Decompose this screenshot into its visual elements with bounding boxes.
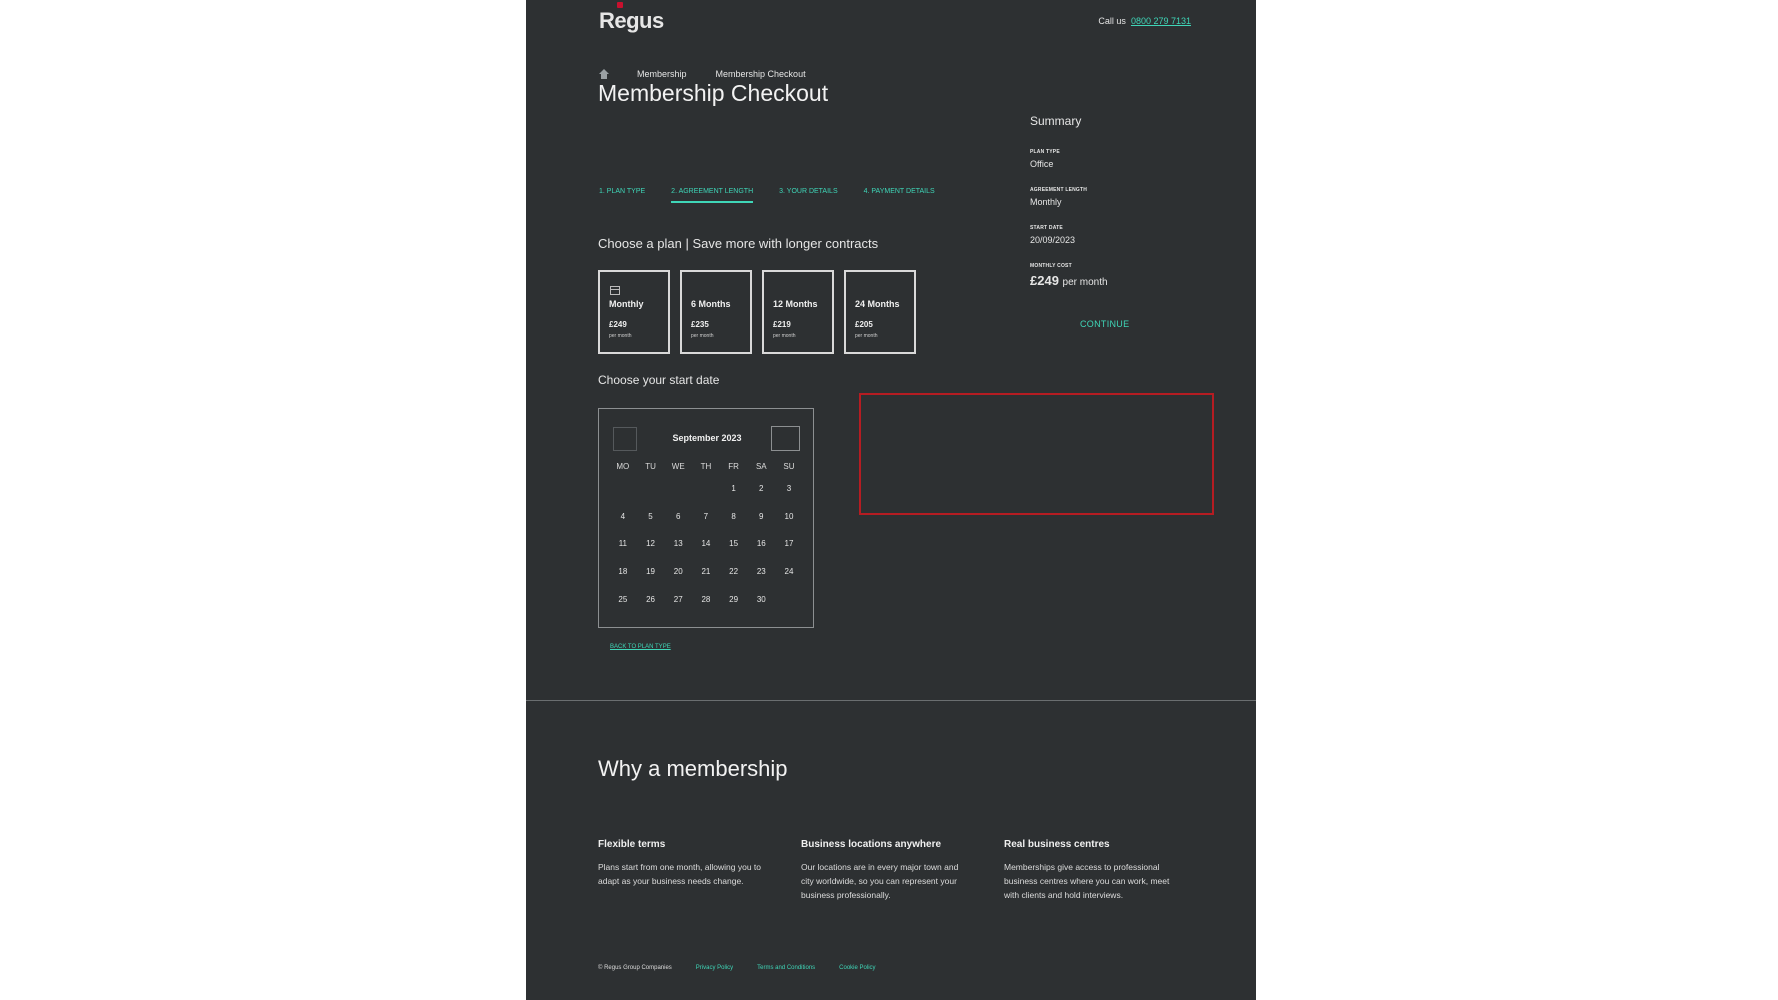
summary-value: 20/09/2023 (1030, 235, 1076, 245)
calendar-day[interactable]: 29 (729, 594, 739, 604)
plan-card-monthly[interactable] (598, 270, 670, 354)
summary-label: PLAN TYPE (1030, 149, 1060, 155)
phone-link[interactable]: 0800 279 7131 (1130, 16, 1191, 26)
start-date-heading: Choose your start date (598, 373, 720, 387)
regus-logo[interactable] (599, 8, 664, 34)
feature-title: Real business centres (1004, 839, 1110, 850)
calendar-day[interactable]: 9 (759, 511, 764, 521)
calendar-month: September 2023 (672, 433, 742, 443)
calendar-day[interactable]: 15 (729, 539, 739, 549)
calendar-day[interactable]: 12 (646, 539, 655, 549)
weekday-label: TH (700, 461, 712, 471)
calendar-day[interactable]: 3 (786, 484, 792, 494)
plan-price: £205 (855, 320, 873, 329)
calendar-week-row (609, 585, 804, 613)
summary-title: Summary (1030, 114, 1082, 128)
weekday-label: SA (755, 461, 767, 471)
plan-per: per month (773, 333, 796, 339)
date-picker (598, 408, 814, 628)
why-membership-title: Why a membership (598, 756, 788, 781)
calendar-day[interactable]: 13 (673, 539, 683, 549)
plan-options (598, 270, 916, 354)
calendar-day[interactable]: 14 (701, 539, 711, 549)
plan-per: per month (609, 333, 632, 339)
logo-text: Regus (599, 8, 664, 33)
feature-real-business-centres (1004, 839, 1174, 902)
summary-cost-value: £249 (1030, 273, 1059, 288)
calendar-day[interactable]: 11 (618, 539, 627, 549)
step-your-details[interactable]: 3. YOUR DETAILS (779, 188, 838, 195)
plan-card-24-months[interactable] (844, 270, 916, 354)
plan-name: 12 Months (773, 299, 818, 309)
back-to-plan-type-link[interactable]: BACK TO PLAN TYPE (610, 644, 671, 650)
calendar-day[interactable]: 2 (759, 484, 764, 494)
plan-price: £249 (609, 320, 627, 329)
calendar-day[interactable]: 24 (784, 567, 794, 577)
plan-heading: Choose a plan | Save more with longer contracts (598, 236, 879, 251)
calendar-day[interactable]: 26 (646, 594, 655, 604)
feature-business-locations (801, 839, 971, 902)
weekday-label: FR (728, 461, 739, 471)
next-month-button[interactable] (771, 426, 800, 451)
plan-price: £219 (773, 320, 791, 329)
checkout-page (526, 0, 1256, 1000)
calendar-grid (609, 457, 804, 613)
feature-text: Memberships give access to professional business centres where you can work, meet with clients and hold interviews. (1004, 862, 1170, 900)
summary-monthly-cost (1030, 263, 1108, 288)
footer-terms-link[interactable]: Terms and Conditions (757, 965, 816, 971)
breadcrumb-membership[interactable]: Membership (637, 69, 687, 79)
calendar-weekday-row (609, 457, 804, 475)
feature-flexible-terms (598, 839, 768, 888)
weekday-label: MO (616, 461, 630, 471)
footer (598, 965, 900, 971)
plan-card-6-months[interactable] (680, 270, 752, 354)
calendar-week-row (609, 475, 804, 503)
weekday-label: SU (783, 461, 795, 471)
summary-cost (1030, 273, 1108, 288)
feature-text: Plans start from one month, allowing you to adapt as your business needs change. (598, 862, 761, 886)
summary-start-date (1030, 225, 1075, 245)
breadcrumb (599, 69, 806, 79)
call-us (1098, 16, 1191, 26)
page-title: Membership Checkout (598, 80, 829, 106)
footer-copyright: © Regus Group Companies (598, 965, 672, 971)
plan-name: 24 Months (855, 299, 900, 309)
summary-cost-suffix: per month (1062, 277, 1108, 288)
calendar-day[interactable]: 22 (729, 567, 739, 577)
calendar-day[interactable]: 7 (703, 511, 709, 521)
summary-value: Monthly (1030, 197, 1062, 207)
step-agreement-length[interactable]: 2. AGREEMENT LENGTH (671, 188, 753, 203)
feature-text: Our locations are in every major town and city worldwide, so you can represent your business professionally. (801, 862, 959, 900)
calendar-week-row (609, 558, 804, 586)
feature-title: Business locations anywhere (801, 839, 942, 850)
plan-name: 6 Months (691, 299, 731, 309)
calendar-day[interactable]: 28 (701, 594, 711, 604)
summary-label: MONTHLY COST (1030, 263, 1072, 269)
feature-title: Flexible terms (598, 839, 666, 850)
summary-label: AGREEMENT LENGTH (1030, 187, 1088, 193)
logo-dot-icon (617, 2, 623, 8)
continue-button[interactable]: CONTINUE (1080, 319, 1130, 329)
calendar-day[interactable]: 1 (731, 484, 736, 494)
calendar-day[interactable]: 16 (756, 539, 766, 549)
calendar-day[interactable]: 25 (618, 594, 628, 604)
summary-value: Office (1030, 159, 1054, 169)
calendar-day[interactable]: 8 (731, 511, 736, 521)
calendar-day[interactable]: 10 (784, 511, 794, 521)
alert-message-box (859, 393, 1214, 515)
plan-per: per month (691, 333, 714, 339)
calendar-day[interactable]: 5 (648, 511, 653, 521)
plan-card-12-months[interactable] (762, 270, 834, 354)
calendar-day[interactable]: 17 (784, 539, 794, 549)
weekday-label: TU (645, 461, 656, 471)
calendar-week-row (609, 530, 804, 558)
calendar-day[interactable]: 21 (701, 567, 711, 577)
plan-price: £235 (691, 320, 709, 329)
calendar-day[interactable]: 6 (675, 511, 681, 521)
summary-plan-type (1030, 149, 1060, 169)
step-payment-details[interactable]: 4. PAYMENT DETAILS (863, 188, 935, 195)
plan-name: Monthly (609, 299, 644, 309)
calendar-week-row (609, 503, 804, 531)
home-icon[interactable] (599, 69, 609, 79)
summary-agreement-length (1030, 187, 1087, 207)
footer-privacy-link[interactable]: Privacy Policy (695, 965, 734, 971)
calendar-day[interactable]: 19 (646, 567, 655, 577)
calendar-icon (610, 286, 620, 295)
breadcrumb-checkout: Membership Checkout (715, 69, 806, 79)
footer-cookie-link[interactable]: Cookie Policy (839, 965, 876, 971)
section-divider (526, 700, 1256, 701)
calendar-day[interactable]: 4 (620, 511, 626, 521)
checkout-steps (599, 188, 961, 203)
calendar-day[interactable]: 30 (756, 594, 766, 604)
call-us-label: Call us (1098, 16, 1126, 26)
calendar-day[interactable]: 23 (756, 567, 766, 577)
step-plan-type[interactable]: 1. PLAN TYPE (599, 188, 646, 195)
calendar-day[interactable]: 27 (673, 594, 683, 604)
calendar-day[interactable]: 20 (673, 567, 683, 577)
weekday-label: WE (671, 461, 685, 471)
summary-label: START DATE (1030, 225, 1063, 231)
calendar-day[interactable]: 18 (618, 567, 628, 577)
plan-per: per month (855, 333, 878, 339)
